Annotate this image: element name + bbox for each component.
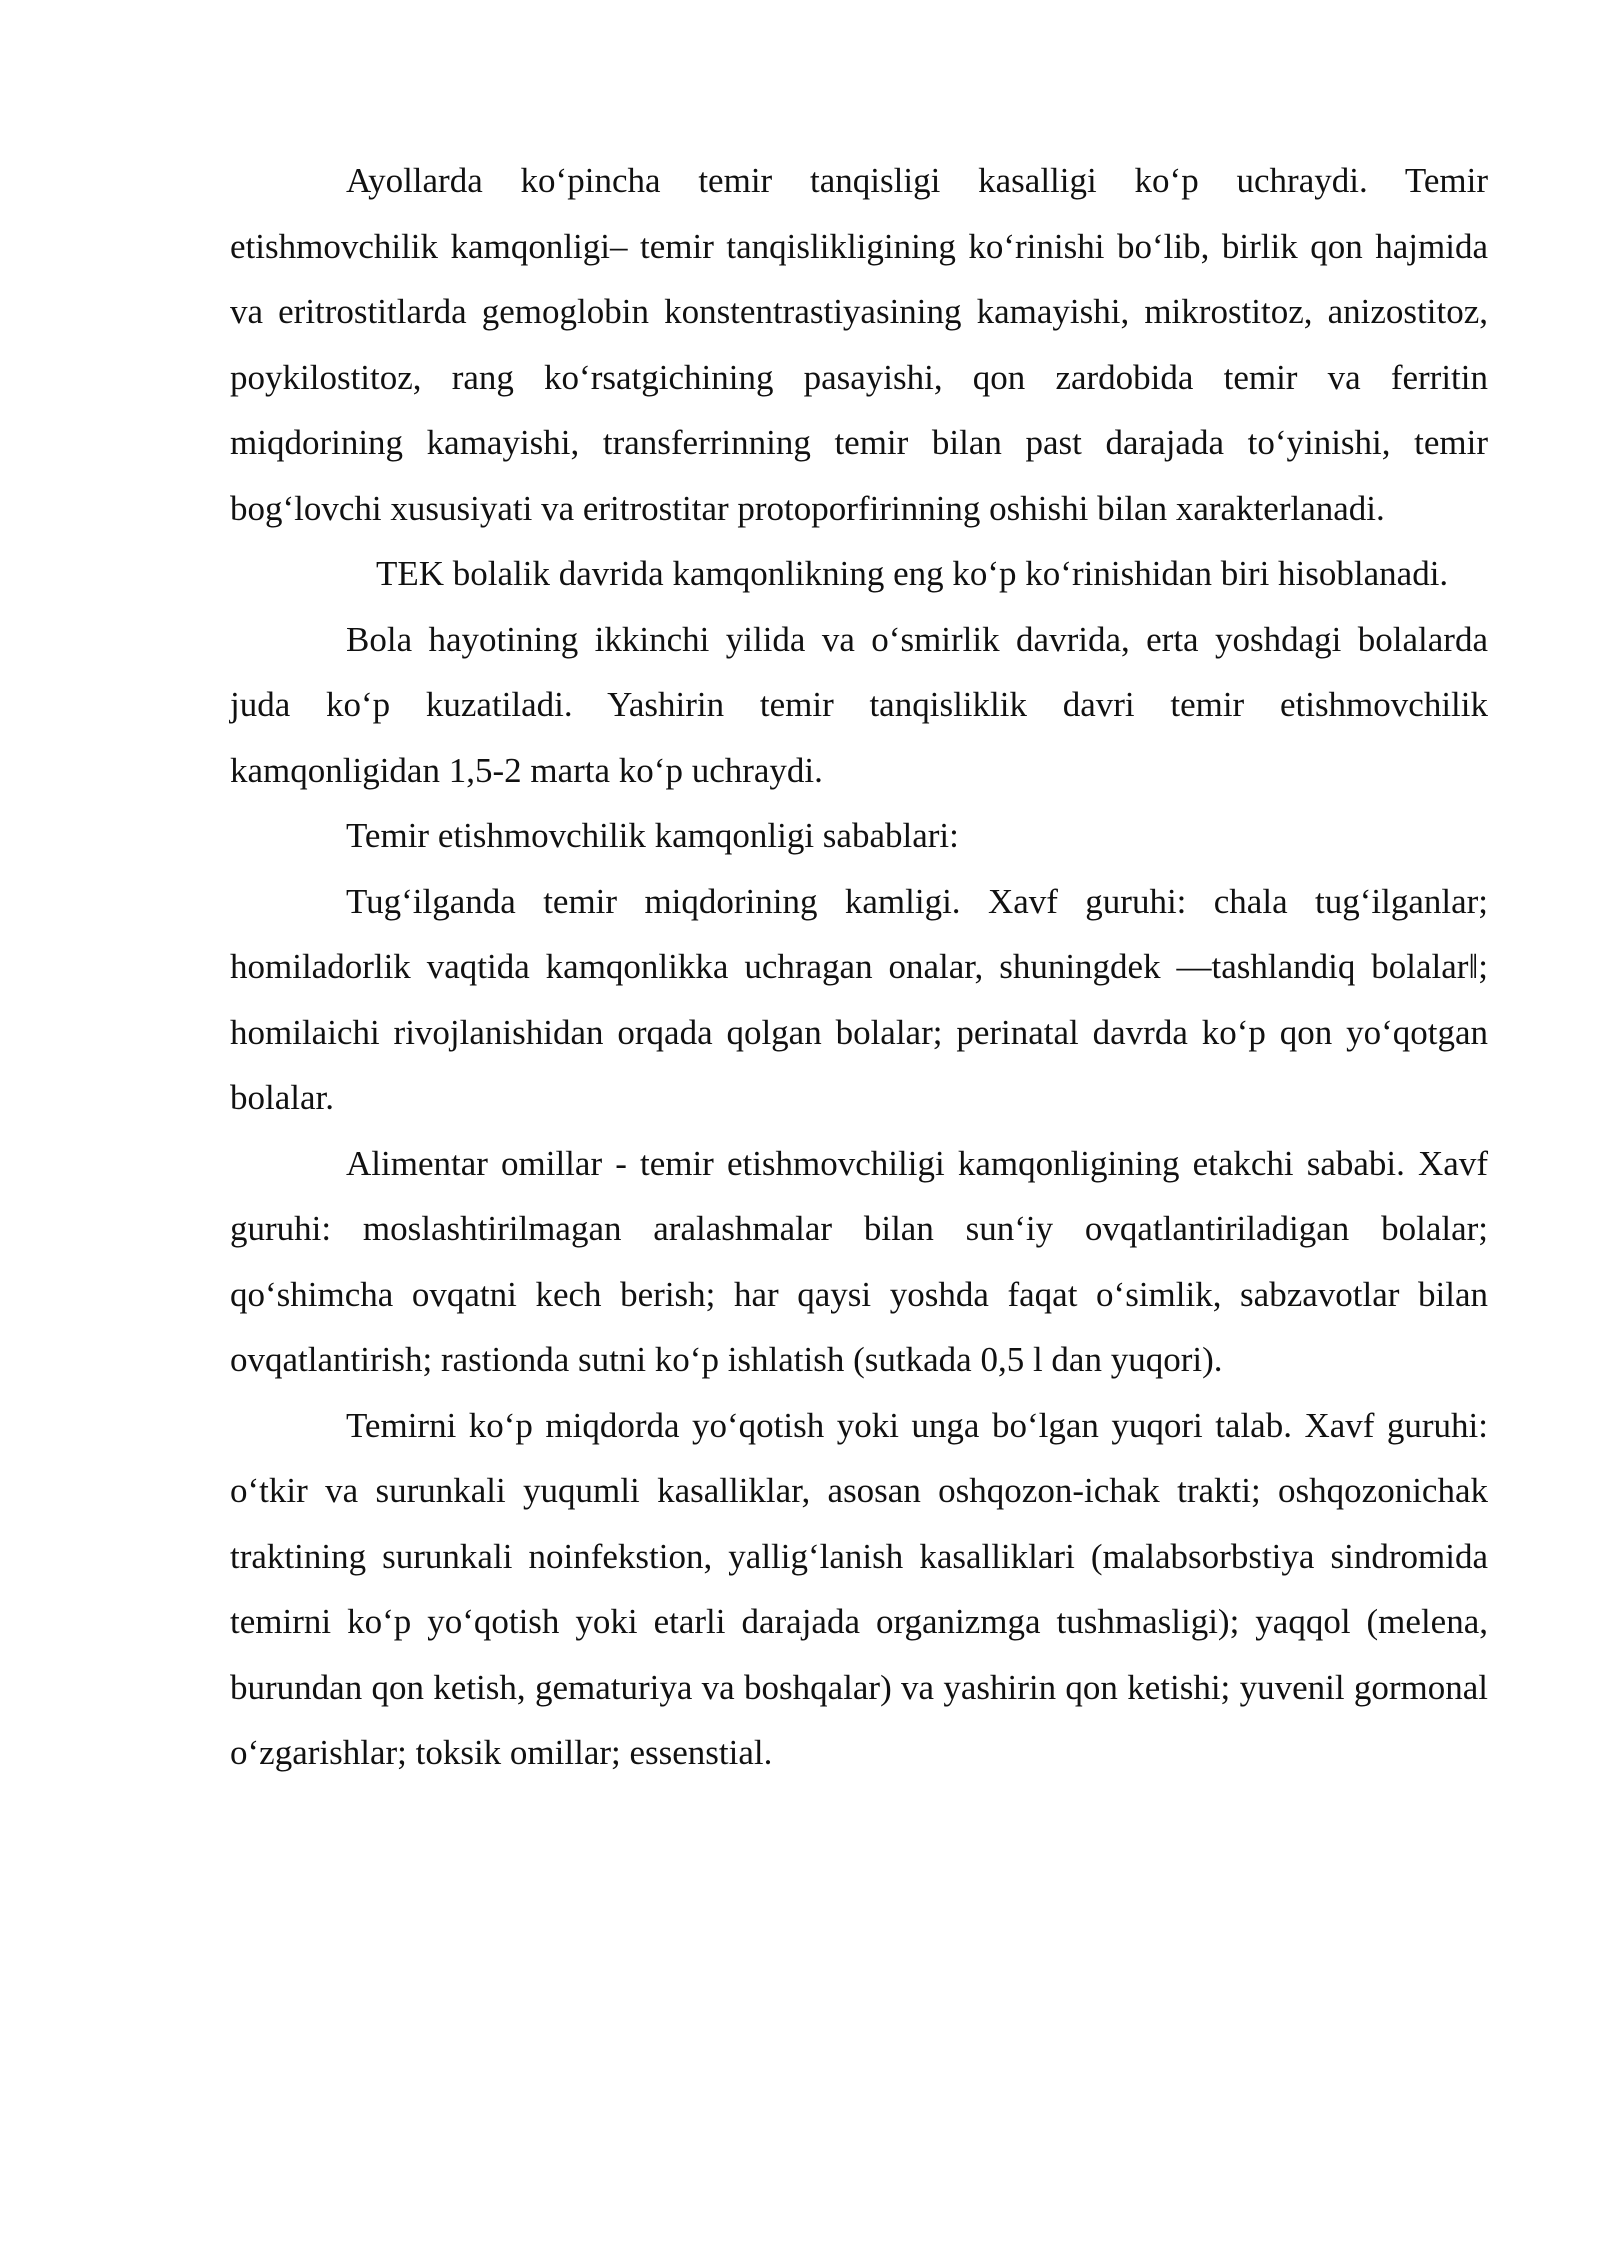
paragraph-tek-childhood: TEK bolalik davrida kamqonlikning eng ko‘p ko‘rinishidan biri hisoblanadi. bbox=[376, 554, 1449, 593]
paragraph-iron-deficiency-definition: Ayollarda ko‘pincha temir tanqisligi kasalligi ko‘p uchraydi. Temir etishmovchilik kamqonligi– temir tanqislikligining ko‘rinishi bo‘lib, birlik qon hajmida va eritrostitlarda gemoglobin konstentrastiyasining kamayishi, mikrostitoz, anizostitoz, poykilostitoz, rang ko‘rsatgichining pasayishi, qon zardobida temir va ferritin miqdorining kamayishi, transferrinning temir bilan past darajada to‘yinishi, temir bog‘lovchi xususiyati va eritrostitar protoporfirinning oshishi bilan xarakterlanadi. bbox=[230, 161, 1488, 528]
paragraph-iron-loss: Temirni ko‘p miqdorda yo‘qotish yoki unga bo‘lgan yuqori talab. Xavf guruhi: o‘tkir va surunkali yuqumli kasalliklar, asosan oshqozon-ichak trakti; oshqozonichak traktining surunkali noinfekstion, yallig‘lanish kasalliklari (malabsorbstiya sindromida temirni ko‘p yo‘qotish yoki etarli darajada organizmga tushmasligi); yaqqol (melena, burundan qon ketish, gematuriya va boshqalar) va yashirin qon ketishi; yuvenil gormonal o‘zgarishlar; toksik omillar; essenstial. bbox=[230, 1405, 1488, 1772]
document-body bbox=[230, 148, 1488, 1786]
paragraph-age-occurrence: Bola hayotining ikkinchi yilida va o‘smirlik davrida, erta yoshdagi bolalarda juda ko‘p kuzatiladi. Yashirin temir tanqisliklik davri temir etishmovchilik kamqonligidan 1,5-2 marta ko‘p uchraydi. bbox=[230, 619, 1488, 790]
paragraph-birth-iron-deficit: Tug‘ilganda temir miqdorining kamligi. Xavf guruhi: chala tug‘ilganlar; homiladorlik vaqtida kamqonlikka uchragan onalar, shuningdek ―tashlandiq bolalar‖; homilaichi rivojlanishidan orqada qolgan bolalar; perinatal davrda ko‘p qon yo‘qotgan bolalar. bbox=[230, 881, 1488, 1117]
paragraph-alimentary-factors: Alimentar omillar - temir etishmovchiligi kamqonligining etakchi sababi. Xavf guruhi: moslashtirilmagan aralashmalar bilan sun‘iy ovqatlantiriladigan bolalar; qo‘shimcha ovqatni kech berish; har qaysi yoshda faqat o‘simlik, sabzavotlar bilan ovqatlantirish; rastionda sutni ko‘p ishlatish (sutkada 0,5 l dan yuqori). bbox=[230, 1143, 1488, 1379]
paragraph-causes-heading: Temir etishmovchilik kamqonligi sabablari: bbox=[346, 816, 959, 855]
